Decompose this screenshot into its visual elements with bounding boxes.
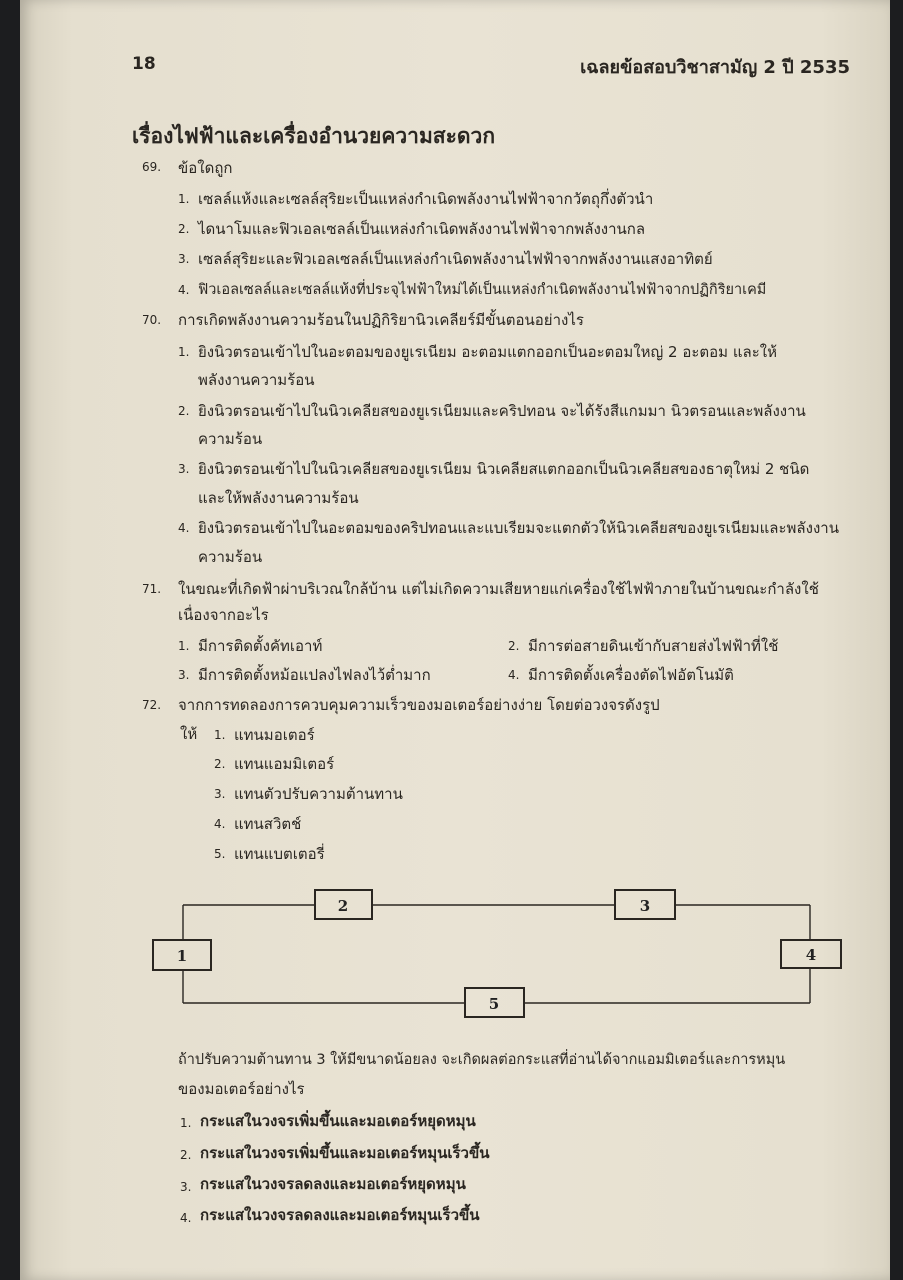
- q71-option-number: 2.: [508, 639, 520, 653]
- q69-option-text: เซลล์แห้งและเซลล์สุริยะเป็นแหล่งกำเนิดพลังงานไฟฟ้าจากวัตถุกึ่งตัวนำ: [198, 190, 654, 208]
- box-1-label: 1: [176, 947, 188, 965]
- q72-option-text: กระแสในวงจรเพิ่มขึ้นและมอเตอร์หยุดหมุน: [200, 1112, 476, 1130]
- q72-option-text: กระแสในวงจรลดลงและมอเตอร์หมุนเร็วขึ้น: [200, 1206, 480, 1224]
- running-title: เฉลยข้อสอบวิชาสามัญ 2 ปี 2535: [580, 57, 850, 78]
- q70-option-text: ยิงนิวตรอนเข้าไปในนิวเคลียสของยูเรเนียมและคริปทอน จะได้รังสีแกมมา นิวตรอนและพลังงาน: [198, 402, 806, 420]
- legend-number: 5.: [214, 847, 226, 861]
- q69-option-text: ฟิวเอลเซลล์และเซลล์แห้งที่ประจุไฟฟ้าใหม่ได้เป็นแหล่งกำเนิดพลังงานไฟฟ้าจากปฏิกิริยาเคมี: [198, 282, 767, 298]
- question-70-stem: การเกิดพลังงานความร้อนในปฏิกิริยานิวเคลียร์มีขั้นตอนอย่างไร: [178, 311, 584, 329]
- legend-number: 2.: [214, 757, 226, 771]
- box-3-label: 3: [639, 897, 651, 915]
- legend-text: แทนสวิตช์: [234, 815, 302, 833]
- box-3: [615, 890, 675, 919]
- question-72-followup: ถ้าปรับความต้านทาน 3 ให้มีขนาดน้อยลง จะเกิดผลต่อกระแสที่อ่านได้จากแอมมิเตอร์และการหมุน: [178, 1052, 786, 1068]
- q71-option-number: 4.: [508, 668, 520, 682]
- q69-option-text: ไดนาโมและฟิวเอลเซลล์เป็นแหล่งกำเนิดพลังงานไฟฟ้าจากพลังงานกล: [198, 220, 646, 238]
- box-5: [465, 988, 524, 1017]
- q71-option-number: 3.: [178, 668, 190, 682]
- given-label: ให้: [180, 725, 198, 743]
- question-69-number: 69.: [142, 160, 162, 174]
- q72-option-number: 4.: [180, 1211, 192, 1225]
- q71-option-text: มีการติดตั้งคัทเอาท์: [198, 637, 323, 655]
- q69-option-text: เซลล์สุริยะและฟิวเอลเซลล์เป็นแหล่งกำเนิดพลังงานไฟฟ้าจากพลังงานแสงอาทิตย์: [198, 250, 713, 268]
- q69-option-number: 3.: [178, 252, 190, 266]
- question-71-number: 71.: [142, 582, 162, 596]
- legend-number: 3.: [214, 787, 226, 801]
- legend-text: แทนมอเตอร์: [234, 726, 315, 744]
- legend-text: แทนตัวปรับความต้านทาน: [234, 785, 403, 803]
- q72-option-text: กระแสในวงจรลดลงและมอเตอร์หยุดหมุน: [200, 1175, 466, 1193]
- q69-option-number: 2.: [178, 222, 190, 236]
- page-number: 18: [132, 54, 156, 74]
- q72-option-number: 2.: [180, 1148, 192, 1162]
- q70-option-number: 3.: [178, 462, 190, 476]
- box-2: [315, 890, 372, 919]
- q71-option-text: มีการติดตั้งหม้อแปลงไฟลงไว้ต่ำมาก: [198, 666, 431, 684]
- box-4: [781, 940, 841, 968]
- q70-option-text-cont: ความร้อน: [198, 548, 263, 566]
- q72-option-number: 3.: [180, 1180, 192, 1194]
- question-71-stem: ในขณะที่เกิดฟ้าผ่าบริเวณใกล้บ้าน แต่ไม่เกิดความเสียหายแก่เครื่องใช้ไฟฟ้าภายในบ้านขณะกำลังใช้: [178, 580, 819, 598]
- q70-option-number: 2.: [178, 404, 190, 418]
- q69-option-number: 1.: [178, 192, 190, 206]
- question-71-stem-cont: เนื่องจากอะไร: [178, 606, 269, 624]
- box-2-label: 2: [337, 897, 349, 915]
- q72-option-number: 1.: [180, 1116, 192, 1130]
- q70-option-number: 4.: [178, 521, 190, 535]
- q70-option-number: 1.: [178, 345, 190, 359]
- legend-number: 1.: [214, 728, 226, 742]
- q71-option-number: 1.: [178, 639, 190, 653]
- q72-option-text: กระแสในวงจรเพิ่มขึ้นและมอเตอร์หมุนเร็วขึ้น: [200, 1144, 490, 1162]
- book-page: [20, 0, 890, 1280]
- box-1: [153, 940, 211, 970]
- question-69-stem: ข้อใดถูก: [178, 159, 233, 177]
- legend-number: 4.: [214, 817, 226, 831]
- box-5-label: 5: [488, 995, 500, 1013]
- q70-option-text: ยิงนิวตรอนเข้าไปในนิวเคลียสของยูเรเนียม นิวเคลียสแตกออกเป็นนิวเคลียสของธาตุใหม่ 2 ชนิด: [198, 460, 810, 478]
- question-72-number: 72.: [142, 698, 162, 712]
- q69-option-number: 4.: [178, 283, 190, 297]
- question-72-followup-cont: ของมอเตอร์อย่างไร: [178, 1080, 305, 1098]
- legend-text: แทนแอมมิเตอร์: [234, 755, 335, 773]
- box-4-label: 4: [805, 946, 817, 964]
- q71-option-text: มีการต่อสายดินเข้ากับสายส่งไฟฟ้าที่ใช้: [528, 637, 779, 655]
- question-70-number: 70.: [142, 313, 162, 327]
- q70-option-text-cont: และให้พลังงานความร้อน: [198, 489, 359, 507]
- section-title: เรื่องไฟฟ้าและเครื่องอำนวยความสะดวก: [132, 124, 496, 148]
- q70-option-text: ยิงนิวตรอนเข้าไปในอะตอมของยูเรเนียม อะตอมแตกออกเป็นอะตอมใหญ่ 2 อะตอม และให้: [198, 343, 777, 361]
- circuit-diagram: [20, 0, 890, 1040]
- q70-option-text-cont: พลังงานความร้อน: [198, 371, 315, 389]
- q70-option-text: ยิงนิวตรอนเข้าไปในอะตอมของคริปทอนและแบเรียมจะแตกตัวให้นิวเคลียสของยูเรเนียมและพลังงาน: [198, 519, 839, 537]
- q71-option-text: มีการติดตั้งเครื่องตัดไฟอัตโนมัติ: [528, 666, 734, 684]
- q70-option-text-cont: ความร้อน: [198, 430, 263, 448]
- legend-text: แทนแบตเตอรี่: [234, 845, 325, 863]
- question-72-stem: จากการทดลองการควบคุมความเร็วของมอเตอร์อย่างง่าย โดยต่อวงจรดังรูป: [178, 696, 660, 714]
